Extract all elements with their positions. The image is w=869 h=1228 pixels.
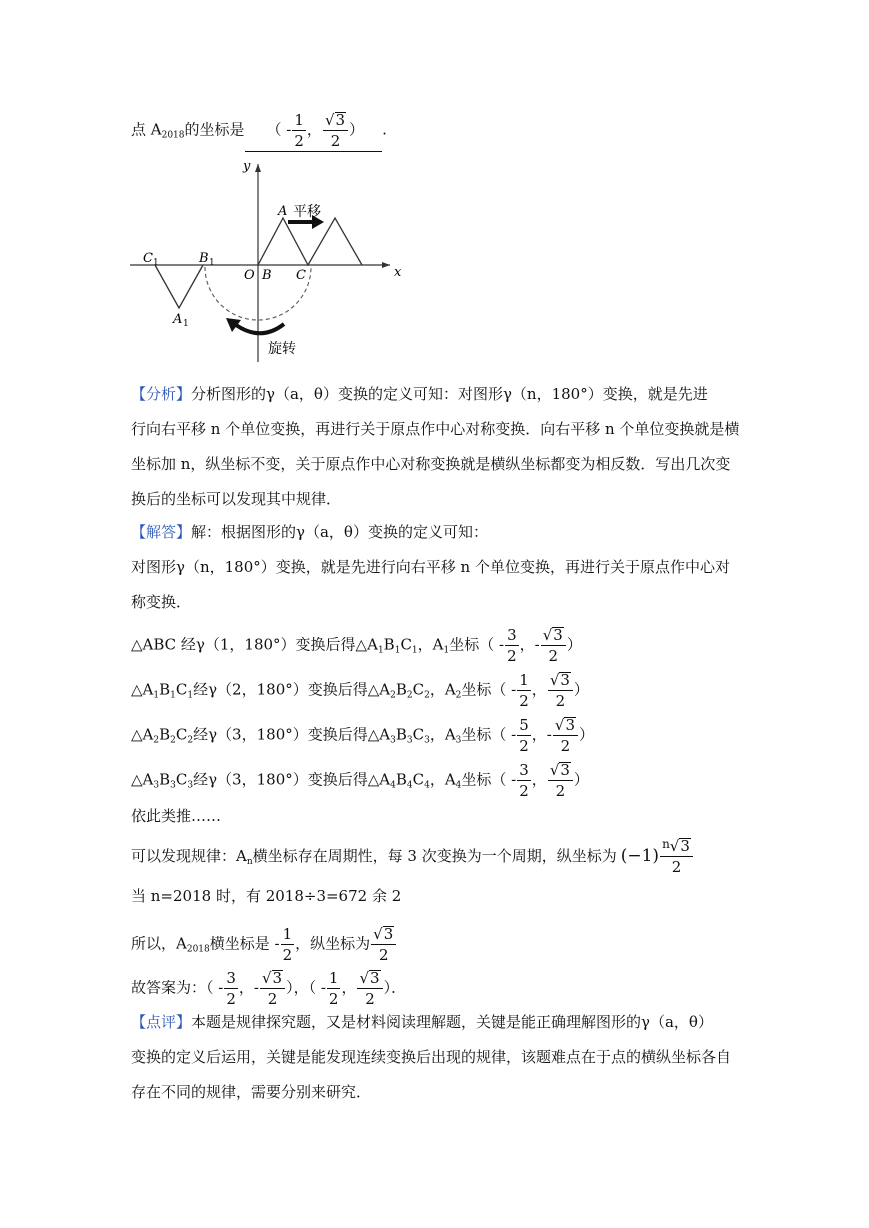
fraction	[517, 760, 531, 800]
sqrt-sign: √	[549, 671, 560, 689]
answer-blank	[245, 112, 383, 152]
numerator	[553, 717, 578, 736]
numerator	[260, 970, 285, 989]
denominator: 2	[671, 858, 682, 876]
numerator	[323, 112, 348, 131]
text: ，	[531, 680, 547, 699]
step-1	[131, 627, 582, 664]
fraction	[505, 625, 519, 665]
subscript: 3	[406, 735, 413, 746]
text: ，-	[519, 635, 540, 654]
denominator: 2	[328, 989, 339, 1008]
numerator	[541, 627, 566, 646]
rotate-arrow	[236, 324, 284, 333]
comment-tag: 【点评】	[131, 1013, 192, 1031]
triangle-a1b1c1	[155, 265, 203, 308]
analysis-line-4: 换后的坐标可以发现其中规律．	[131, 490, 342, 508]
sqrt-sign: √	[261, 969, 272, 987]
text: ，A	[429, 725, 456, 744]
label-rotate: 旋转	[268, 341, 296, 357]
therefore-line	[131, 926, 397, 963]
fraction	[281, 924, 295, 964]
label-O: O	[244, 268, 255, 283]
text: 经γ（2，180°）变换后得△A	[193, 680, 391, 699]
text: 坐标（ -	[449, 635, 505, 654]
denominator: 2	[282, 945, 293, 964]
step-3	[131, 717, 594, 754]
subscript: n	[246, 857, 253, 867]
subscript: 2	[406, 690, 413, 701]
denominator: 2	[226, 989, 236, 1008]
subscript: 2018	[161, 130, 185, 141]
text: 坐标（ -	[461, 680, 517, 699]
label-C1: C	[143, 251, 153, 266]
subscript: 4	[390, 780, 396, 791]
text: ），（ -	[286, 978, 326, 997]
analysis-line-2: 行向右平移 n 个单位变换，再进行关于原点作中心对称变换．向右平移 n 个单位变换就是横	[131, 420, 740, 438]
subscript: 2	[455, 690, 462, 701]
radicand: 3	[560, 761, 570, 779]
text: ，A	[417, 635, 444, 654]
triangle-abc	[258, 218, 362, 265]
fraction	[548, 762, 573, 799]
text: ）	[578, 725, 594, 744]
radicand: 3	[335, 111, 346, 129]
denominator: 2	[267, 990, 278, 1008]
text: B	[383, 635, 395, 654]
text: B	[395, 725, 407, 744]
numerator: 3	[226, 968, 236, 987]
numerator	[548, 672, 573, 691]
text: 坐标（ -	[461, 770, 517, 789]
answer-line	[131, 112, 387, 152]
numerator	[660, 838, 693, 857]
label-B: B	[262, 268, 272, 283]
subscript: 2	[424, 690, 430, 701]
fraction	[323, 112, 348, 149]
fraction	[260, 970, 285, 1007]
numerator	[371, 926, 396, 945]
y-label: y	[243, 159, 251, 174]
text: C	[175, 770, 188, 789]
analogy-line: 依此类推……	[131, 807, 222, 825]
text: ，-	[531, 725, 552, 744]
text: 点 A	[131, 120, 162, 139]
solution-tag: 【解答】	[131, 523, 192, 541]
text: 经γ（3，180°）变换后得△A	[193, 725, 391, 744]
text: C	[175, 680, 188, 699]
text: .	[382, 120, 387, 139]
text: ，	[306, 120, 322, 139]
text: B	[395, 680, 407, 699]
fraction	[292, 110, 306, 150]
y-axis-arrow	[255, 164, 261, 172]
subscript: 1	[394, 645, 401, 656]
denominator: 2	[548, 647, 559, 665]
when-line: 当 n=2018 时，有 2018÷3=672 余 2	[131, 887, 402, 905]
text: ）	[573, 680, 589, 699]
text: ，	[341, 978, 357, 997]
solution-line-1	[131, 522, 488, 542]
solution-line-2: 对图形γ（n，180°）变换，就是先进行向右平移 n 个单位变换，再进行关于原点作中心对	[131, 558, 730, 576]
subscript: 2018	[186, 944, 210, 955]
text: ，A	[429, 770, 456, 789]
text: B	[395, 770, 407, 789]
subscript: 1	[377, 645, 384, 656]
diagram	[128, 152, 408, 367]
radicand: 3	[553, 626, 563, 644]
text: C	[412, 680, 425, 699]
numerator: 1	[519, 670, 529, 689]
denominator: 2	[560, 737, 571, 755]
radicand: 3	[680, 837, 690, 855]
text: 故答案为：（ -	[131, 978, 224, 997]
denominator: 2	[294, 131, 304, 150]
subscript: 4	[455, 780, 462, 791]
radicand: 3	[370, 969, 380, 987]
text: 经γ（3，180°）变换后得△A	[193, 770, 391, 789]
sqrt-sign: √	[542, 626, 553, 644]
label-subscript: 1	[183, 319, 189, 329]
fraction	[371, 926, 396, 963]
comment-line-1	[131, 1012, 713, 1032]
numerator: 3	[507, 625, 517, 644]
label-A: A	[278, 204, 288, 219]
subscript: 3	[187, 780, 194, 791]
text: 可以发现规律：A	[131, 847, 247, 865]
sqrt-sign: √	[554, 716, 565, 734]
fraction	[327, 968, 341, 1008]
subscript: 2	[187, 735, 194, 746]
subscript: 4	[424, 780, 430, 791]
text: C	[175, 725, 188, 744]
comment-line-3: 存在不同的规律，需要分别来研究．	[131, 1083, 372, 1101]
label-A1: A	[173, 312, 183, 327]
text: △A	[131, 770, 154, 789]
fraction	[660, 838, 693, 875]
pattern-line	[131, 837, 694, 876]
subscript: 2	[390, 690, 396, 701]
subscript: 2	[153, 735, 160, 746]
text: C	[400, 635, 412, 654]
denominator: 2	[519, 736, 529, 755]
subscript: 1	[187, 690, 194, 701]
fraction	[517, 715, 531, 755]
x-label: x	[394, 265, 402, 280]
sqrt-sign: √	[549, 761, 560, 779]
subscript: 3	[153, 780, 160, 791]
subscript: 3	[170, 780, 176, 791]
fraction	[517, 670, 531, 710]
denominator: 2	[507, 646, 517, 665]
text: ）	[573, 770, 589, 789]
text: 解：根据图形的γ（a，θ）变换的定义可知：	[191, 523, 488, 541]
text: 的坐标是	[184, 120, 245, 139]
text: ，	[531, 770, 547, 789]
text: ）	[349, 120, 365, 139]
analysis-line-1	[131, 384, 708, 404]
text: ，纵坐标为	[295, 934, 371, 953]
exponent: n	[662, 837, 670, 851]
numerator	[357, 970, 382, 989]
solution-line-3: 称变换．	[131, 593, 192, 611]
fraction	[553, 717, 578, 754]
numerator: 1	[294, 110, 304, 129]
text: 横坐标存在周期性，每 3 次变换为一个周期，纵坐标为	[252, 847, 617, 865]
text: ，-	[238, 978, 259, 997]
answer-summary-line	[131, 970, 406, 1007]
fraction	[224, 968, 238, 1008]
subscript: 1	[411, 645, 418, 656]
text: （ -	[266, 120, 292, 139]
text: C	[412, 725, 425, 744]
text: 横坐标是 -	[209, 934, 280, 953]
subscript: 4	[406, 780, 413, 791]
denominator: 2	[555, 692, 566, 710]
sqrt-sign: √	[324, 111, 335, 129]
text: B	[159, 770, 171, 789]
subscript: 1	[443, 645, 450, 656]
denominator: 2	[519, 691, 529, 710]
text: 本题是规律探究题，又是材料阅读理解题，关键是能正确理解图形的γ（a，θ）	[191, 1013, 713, 1031]
analysis-tag: 【分析】	[131, 385, 192, 403]
step-4	[131, 762, 589, 799]
radicand: 3	[565, 716, 575, 734]
sqrt-sign: √	[359, 969, 370, 987]
denominator: 2	[378, 946, 389, 964]
subscript: 3	[424, 735, 430, 746]
subscript: 3	[455, 735, 462, 746]
fraction	[357, 970, 382, 1007]
subscript: 1	[170, 690, 176, 701]
text: B	[159, 680, 171, 699]
subscript: 1	[153, 690, 160, 701]
text: ）．	[383, 978, 407, 997]
text: B	[159, 725, 171, 744]
sqrt-sign: √	[669, 837, 680, 855]
fraction	[548, 672, 573, 709]
text: 分析图形的γ（a，θ）变换的定义可知：对图形γ（n，180°）变换，就是先进	[191, 385, 708, 403]
numerator	[548, 762, 573, 781]
radicand: 3	[272, 969, 283, 987]
subscript: 2	[170, 735, 176, 746]
text: 所以，A	[131, 934, 187, 953]
denominator: 2	[365, 990, 375, 1008]
text: ，A	[429, 680, 456, 699]
label-C: C	[296, 268, 306, 283]
label-B1: B	[199, 251, 209, 266]
numerator: 1	[282, 924, 293, 943]
analysis-line-3: 坐标加 n，纵坐标不变，关于原点作中心对称变换就是横纵坐标都变为相反数．写出几次变	[131, 455, 731, 473]
denominator: 2	[519, 781, 529, 800]
sqrt-sign: √	[373, 925, 383, 943]
comment-line-2: 变换的定义后运用，关键是能发现连续变换后出现的规律，该题难点在于点的横纵坐标各自	[131, 1048, 732, 1066]
text: C	[412, 770, 425, 789]
denominator: 2	[330, 132, 341, 150]
numerator: 1	[328, 968, 339, 987]
radicand: 3	[383, 925, 394, 943]
x-axis-arrow	[382, 262, 390, 268]
text: (−1)	[620, 846, 660, 866]
label-translate: 平移	[293, 204, 321, 220]
text: 坐标（ -	[461, 725, 517, 744]
numerator: 3	[519, 760, 529, 779]
denominator: 2	[555, 782, 566, 800]
numerator: 5	[519, 715, 529, 734]
radicand: 3	[560, 671, 570, 689]
label-subscript: 1	[153, 258, 159, 268]
label-subscript: 1	[209, 258, 215, 268]
step-2	[131, 672, 589, 709]
text: △A	[131, 680, 154, 699]
fraction	[541, 627, 566, 664]
subscript: 3	[390, 735, 396, 746]
text: △ABC 经γ（1，180°）变换后得△A	[131, 635, 378, 654]
text: ）	[566, 635, 582, 654]
text: △A	[131, 725, 154, 744]
